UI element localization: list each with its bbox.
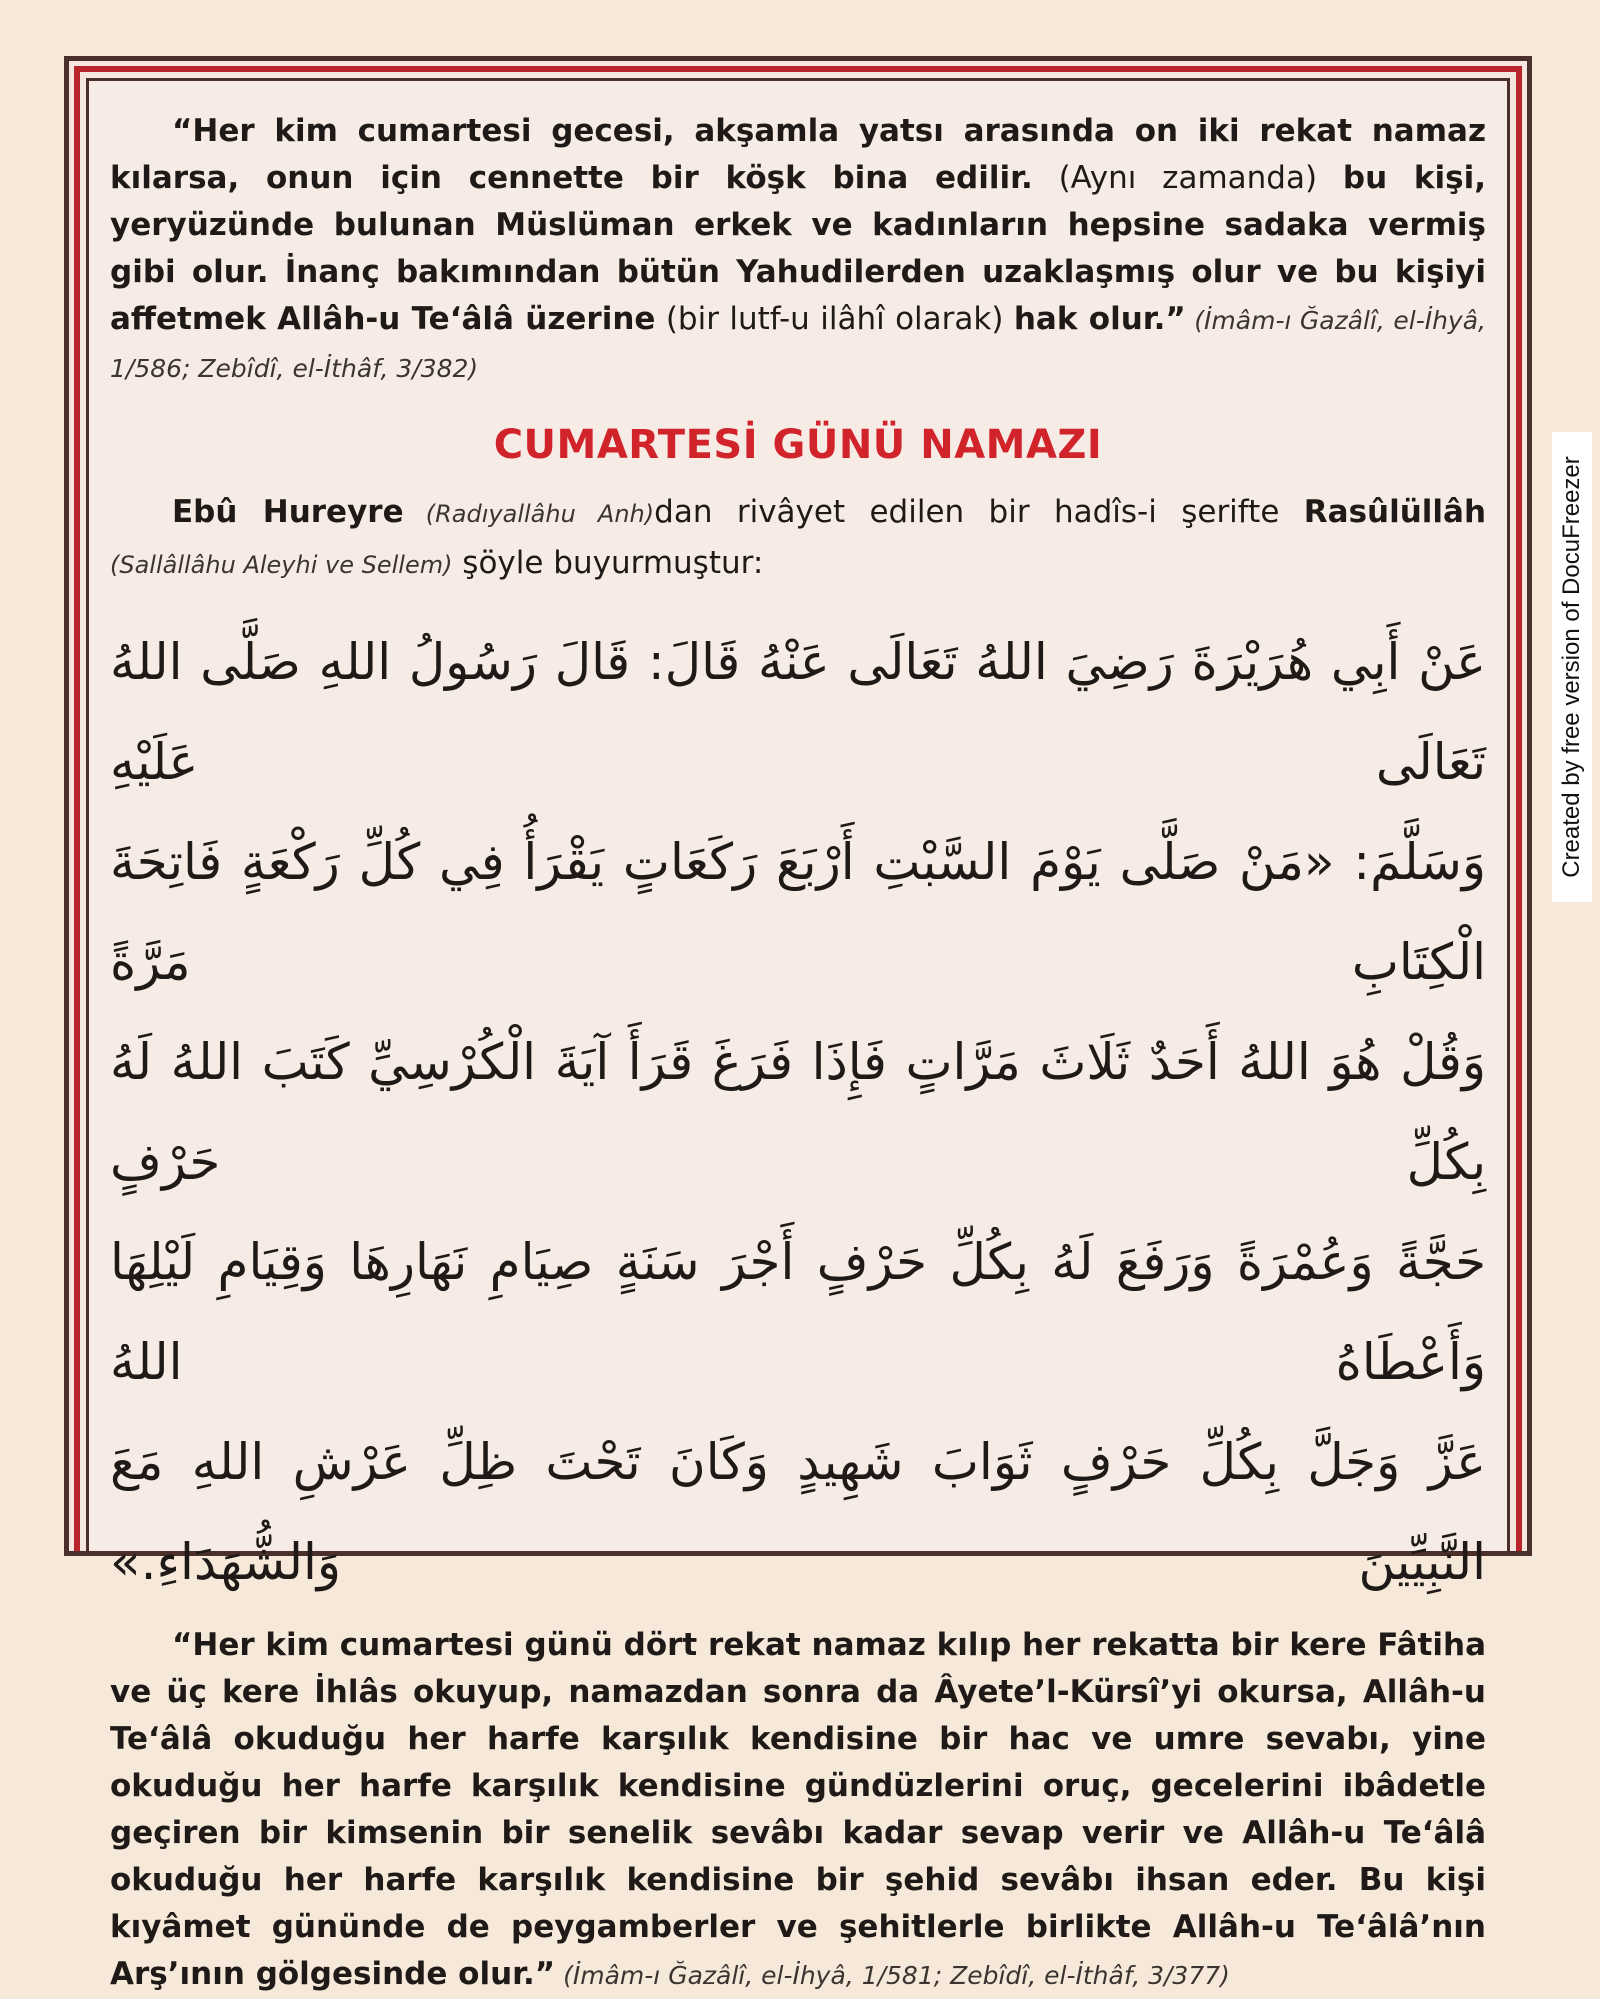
quote1-paren2: (bir lutf-u ilâhî olarak) <box>655 301 1014 337</box>
quote2-text: “Her kim cumartesi günü dört rekat namaz kılıp her rekatta bir kere Fâtiha ve üç kere İhlâs okuyup, namazdan sonra da Âyete’l-Kürsî’yi okursa, Allâh-u Te‘âlâ okuduğu her harfe karşılık kendisine bir hac ve umre sevabı, yine okuduğu her harfe karşılık kendisine gündüzlerini oruç, gecelerini ibâdetle geçiren bir kimsenin bir senelik sevâbı kadar sevap verir ve Allâh-u Te‘âlâ okuduğu her harfe karşılık kendisine bir şehid sevâbı ihsan eder. Bu kişi kıyâmet gününde de peygamberler ve şehitlerle birlikte Allâh-u Te‘âlâ’nın Arş’ının gölgesinde olur.” <box>110 1627 1486 1992</box>
arabic-line-4: حَجَّةً وَعُمْرَةً وَرَفَعَ لَهُ بِكُلِّ حَرْفٍ أَجْرَ سَنَةٍ صِيَامِ نَهَارِهَا وَقِيَامِ لَيْلِهَا وَأَعْطَاهُ اللهُ <box>110 1233 1486 1391</box>
intro-name1: Ebû Hureyre <box>172 494 404 530</box>
quote1-mid: bu kişi, yeryüzünde bulunan Müslüman erkek ve kadınların hepsine sadaka vermiş gibi olur. İnanç bakımından bütün Yahudilerden uzaklaşmış olur ve bu kişiyi affetmek Allâh-u Te‘âlâ üzerine <box>110 160 1487 337</box>
intro-paragraph <box>110 488 1486 590</box>
intro-honorific1: (Radıyallâhu Anh) <box>403 500 655 528</box>
quote-paragraph-2 <box>110 1622 1486 1999</box>
watermark <box>1552 432 1592 902</box>
intro-name2: Rasûlüllâh <box>1303 494 1487 530</box>
quote1-end: hak olur.” <box>1013 301 1186 337</box>
section-heading: CUMARTESİ GÜNÜ NAMAZI <box>493 422 1103 468</box>
intro-text2: şöyle buyurmuştur: <box>452 545 764 581</box>
arabic-line-3: وَقُلْ هُوَ اللهُ أَحَدٌ ثَلَاثَ مَرَّاتٍ فَإِذَا فَرَغَ قَرَأَ آيَةَ الْكُرْسِيِّ كَتَبَ اللهُ لَهُ بِكُلِّ حَرْفٍ <box>110 1033 1486 1191</box>
quote2-citation: (İmâm-ı Ğazâlî, el-İhyâ, 1/581; Zebîdî, el-İthâf, 3/377) <box>555 1961 1230 1990</box>
quote1-paren1: (Aynı zamanda) <box>1032 160 1343 196</box>
quote-paragraph-1 <box>110 108 1486 392</box>
arabic-hadith <box>110 612 1486 1612</box>
intro-text1: dan rivâyet edilen bir hadîs-i şerifte <box>654 494 1304 530</box>
page-content <box>110 108 1486 1999</box>
quote1-citation: (İmâm-ı Ğazâlî, el-İhyâ, 1/586; Zebîdî, el-İthâf, 3/382) <box>110 306 1486 383</box>
arabic-line-5: عَزَّ وَجَلَّ بِكُلِّ حَرْفٍ ثَوَابَ شَهِيدٍ وَكَانَ تَحْتَ ظِلِّ عَرْشِ اللهِ مَعَ النَّبِيِّينَ وَالشُّهَدَاءِ.» <box>110 1433 1486 1591</box>
arabic-line-1: عَنْ أَبِي هُرَيْرَةَ رَضِيَ اللهُ تَعَالَى عَنْهُ قَالَ: قَالَ رَسُولُ اللهِ صَلَّى اللهُ تَعَالَى عَلَيْهِ <box>110 633 1486 791</box>
arabic-line-2: وَسَلَّمَ: «مَنْ صَلَّى يَوْمَ السَّبْتِ أَرْبَعَ رَكَعَاتٍ يَقْرَأُ فِي كُلِّ رَكْعَةٍ فَاتِحَةَ الْكِتَابِ مَرَّةً <box>110 833 1486 991</box>
quote1-open: “Her kim cumartesi gecesi, akşamla yatsı arasında on iki rekat namaz kılarsa, onun için cennette bir köşk bina edilir. <box>110 113 1486 196</box>
intro-honorific2: (Sallâllâhu Aleyhi ve Sellem) <box>110 551 453 579</box>
watermark-text: Created by free version of DocuFreezer <box>1558 456 1585 878</box>
